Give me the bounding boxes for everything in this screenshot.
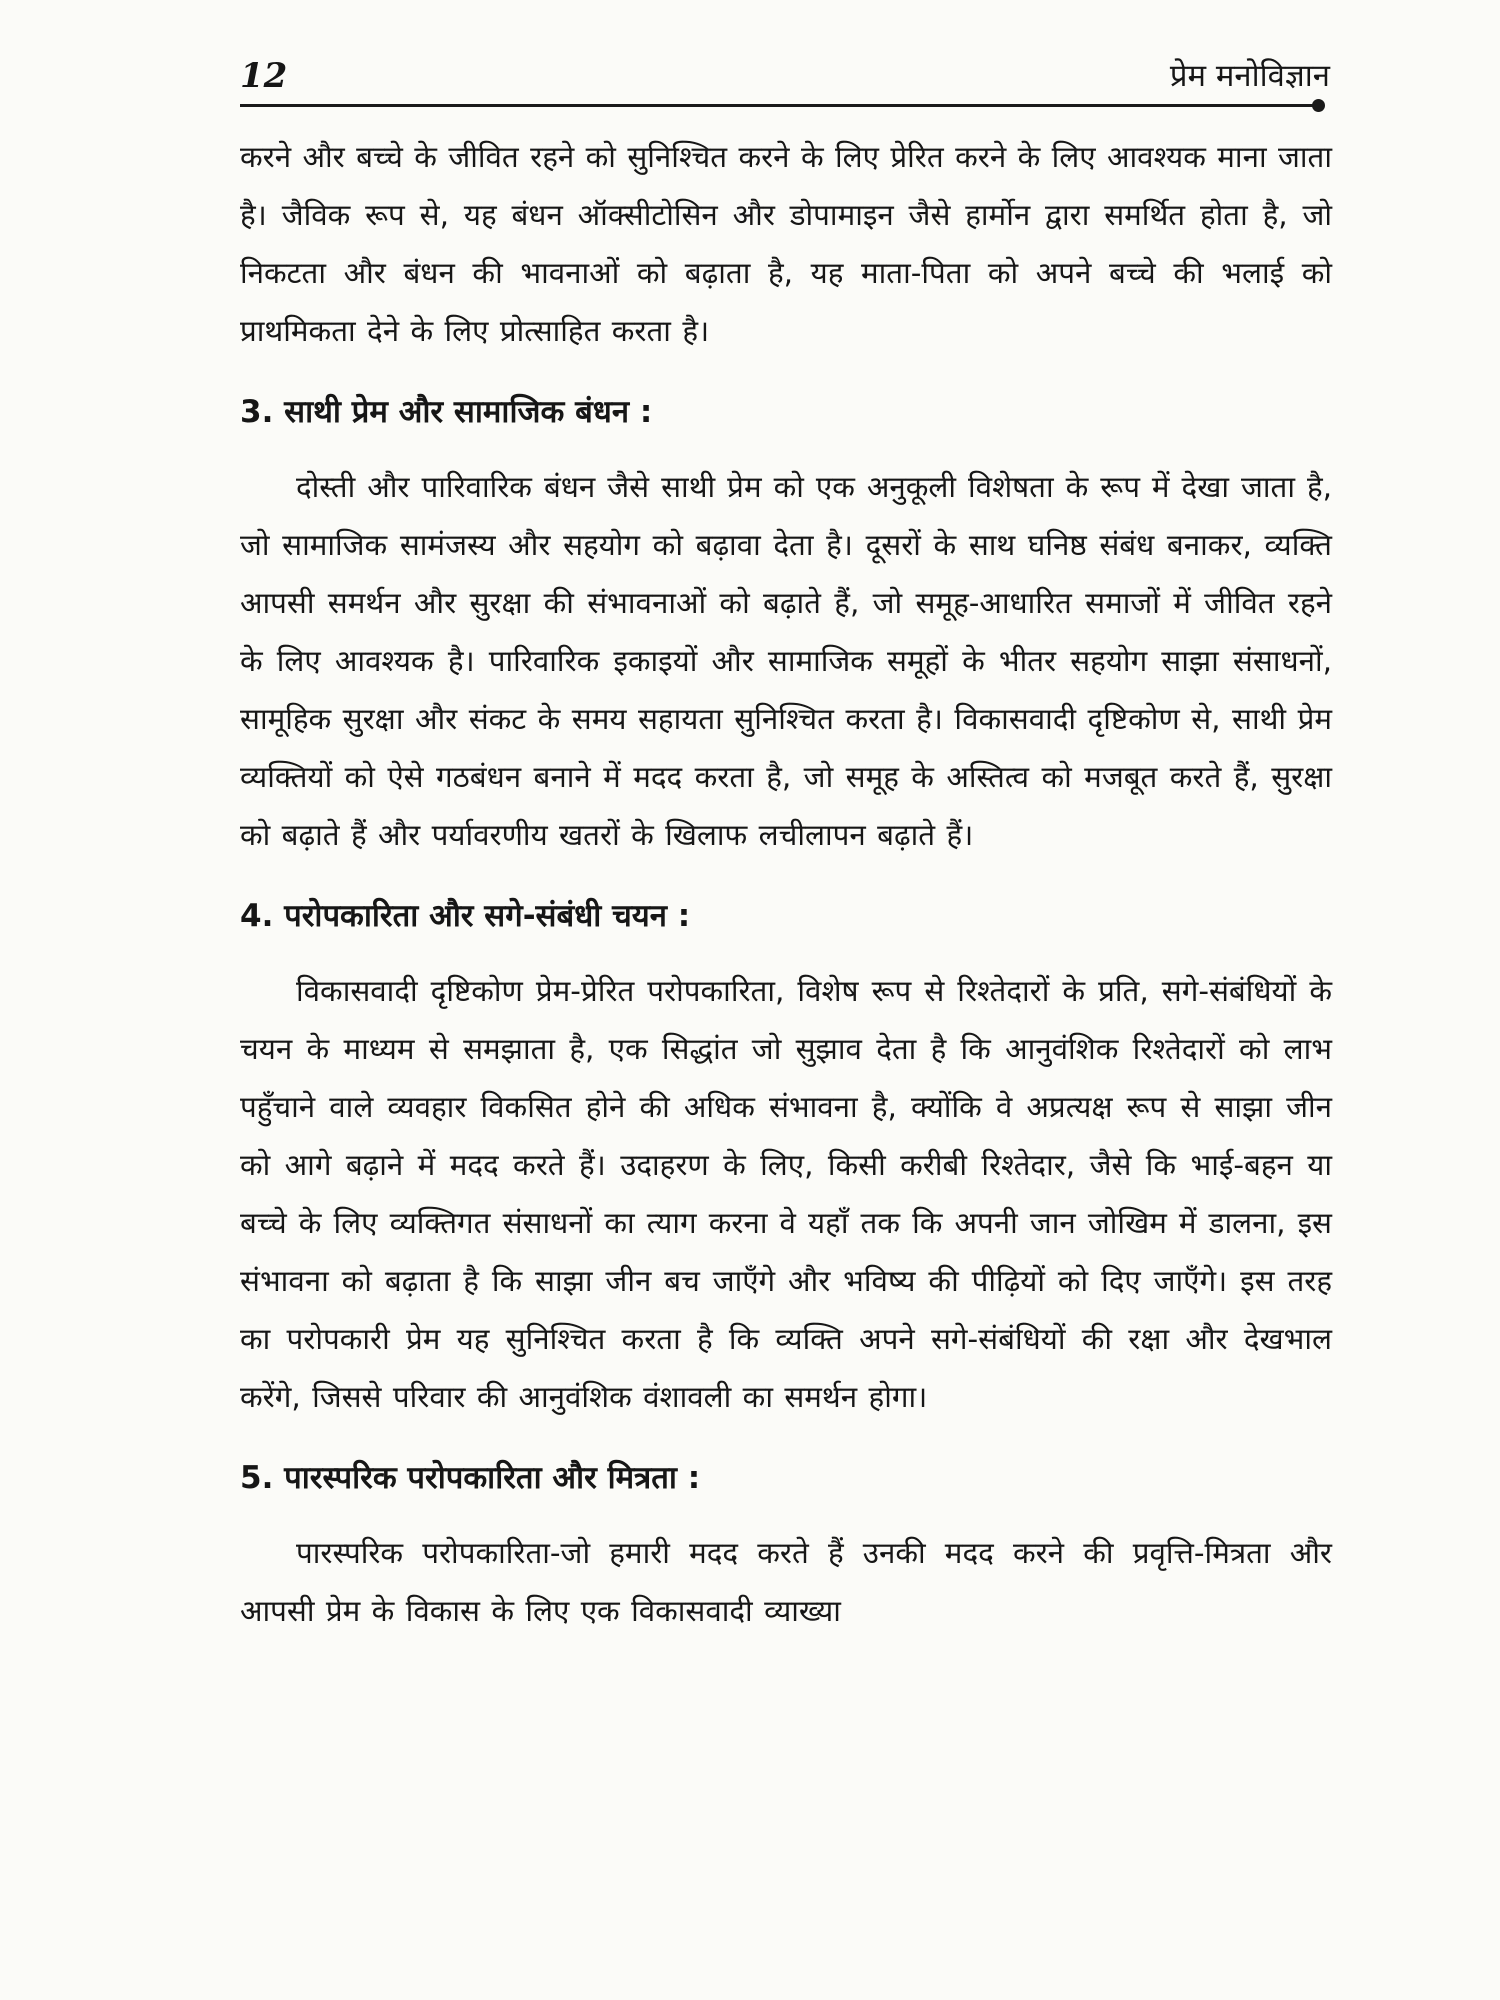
- page-body: [240, 128, 1332, 1640]
- section-heading-5: 5. पारस्परिक परोपकारिता और मित्रता :: [240, 1460, 701, 1496]
- paragraph-section-5: पारस्परिक परोपकारिता-जो हमारी मदद करते हैं उनकी मदद करने की प्रवृत्ति-मित्रता और आपसी प्रेम के विकास के लिए एक विकासवादी व्याख्या: [240, 1536, 1332, 1628]
- paragraph-section-3: दोस्ती और पारिवारिक बंधन जैसे साथी प्रेम को एक अनुकूली विशेषता के रूप में देखा जाता है, जो सामाजिक सामंजस्य और सहयोग को बढ़ावा देता है। दूसरों के साथ घनिष्ठ संबंध बनाकर, व्यक्ति आपसी समर्थन और सुरक्षा की संभावनाओं को बढ़ाते हैं, जो समूह-आधारित समाजों में जीवित रहने के लिए आवश्यक है। पारिवारिक इकाइयों और सामाजिक समूहों के भीतर सहयोग साझा संसाधनों, सामूहिक सुरक्षा और संकट के समय सहायता सुनिश्चित करता है। विकासवादी दृष्टिकोण से, साथी प्रेम व्यक्तियों को ऐसे गठबंधन बनाने में मदद करता है, जो समूह के अस्तित्व को मजबूत करते हैं, सुरक्षा को बढ़ाते हैं और पर्यावरणीय खतरों के खिलाफ लचीलापन बढ़ाते हैं।: [240, 470, 1332, 852]
- running-title: प्रेम मनोविज्ञान: [1169, 58, 1330, 94]
- paragraph-section-4: विकासवादी दृष्टिकोण प्रेम-प्रेरित परोपकारिता, विशेष रूप से रिश्तेदारों के प्रति, सगे-संबंधियों के चयन के माध्यम से समझाता है, एक सिद्धांत जो सुझाव देता है कि आनुवंशिक रिश्तेदारों को लाभ पहुँचाने वाले व्यवहार विकसित होने की अधिक संभावना है, क्योंकि वे अप्रत्यक्ष रूप से साझा जीन को आगे बढ़ाने में मदद करते हैं। उदाहरण के लिए, किसी करीबी रिश्तेदार, जैसे कि भाई-बहन या बच्चे के लिए व्यक्तिगत संसाधनों का त्याग करना वे यहाँ तक कि अपनी जान जोखिम में डालना, इस संभावना को बढ़ाता है कि साझा जीन बच जाएँगे और भविष्य की पीढ़ियों को दिए जाएँगे। इस तरह का परोपकारी प्रेम यह सुनिश्चित करता है कि व्यक्ति अपने सगे-संबंधियों की रक्षा और देखभाल करेंगे, जिससे परिवार की आनुवंशिक वंशावली का समर्थन होगा।: [240, 974, 1332, 1414]
- paragraph-intro: करने और बच्चे के जीवित रहने को सुनिश्चित करने के लिए प्रेरित करने के लिए आवश्यक माना जाता है। जैविक रूप से, यह बंधन ऑक्सीटोसिन और डोपामाइन जैसे हार्मोन द्वारा समर्थित होता है, जो निकटता और बंधन की भावनाओं को बढ़ाता है, यह माता-पिता को अपने बच्चे की भलाई को प्राथमिकता देने के लिए प्रोत्साहित करता है।: [240, 140, 1332, 348]
- section-heading-3: 3. साथी प्रेम और सामाजिक बंधन :: [240, 394, 653, 430]
- page-number: 12: [240, 56, 288, 96]
- page-header: [240, 56, 1330, 106]
- header-rule: [240, 104, 1318, 107]
- header-rule-dot: [1312, 99, 1325, 112]
- section-heading-4: 4. परोपकारिता और सगे-संबंधी चयन :: [240, 898, 691, 934]
